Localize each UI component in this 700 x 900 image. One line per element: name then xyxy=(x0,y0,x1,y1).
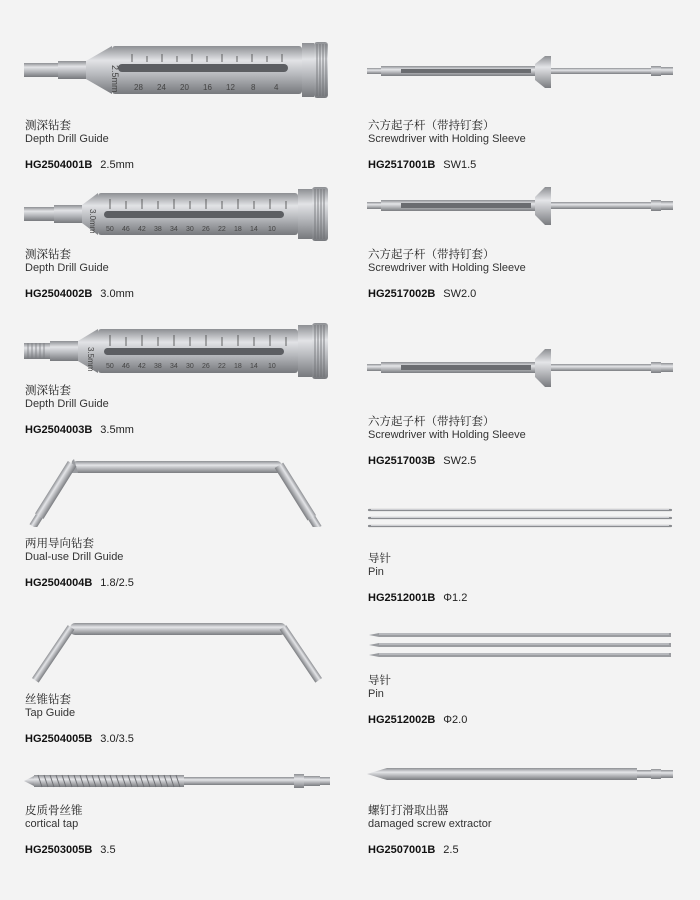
product-name-cn: 导针 xyxy=(368,673,391,687)
depth-drill-guide-image xyxy=(22,40,332,102)
product-card xyxy=(350,625,680,735)
product-name-en: Dual-use Drill Guide xyxy=(25,551,124,563)
product-code: HG2512002B xyxy=(368,714,436,726)
product-code: HG2517001B xyxy=(368,159,436,171)
engraving-text: 3.5mm xyxy=(86,347,95,372)
svg-text:22: 22 xyxy=(218,226,226,233)
product-spec: Φ1.2 xyxy=(443,592,468,604)
product-spec: 2.5mm xyxy=(100,159,134,171)
product-card xyxy=(350,765,680,900)
product-name-en: Screwdriver with Holding Sleeve xyxy=(368,429,526,441)
product-name-cn: 测深钻套 xyxy=(25,383,71,397)
product-code: HG2507001B xyxy=(368,844,436,856)
product-card xyxy=(350,0,680,170)
product-card xyxy=(350,175,680,305)
product-name-en: Screwdriver with Holding Sleeve xyxy=(368,262,526,274)
product-card xyxy=(350,313,680,473)
product-name-cn: 测深钻套 xyxy=(25,118,71,132)
product-name-en: Depth Drill Guide xyxy=(25,133,109,145)
product-name-en: Pin xyxy=(368,688,384,700)
product-card xyxy=(350,500,680,610)
svg-text:24: 24 xyxy=(157,83,166,92)
svg-text:26: 26 xyxy=(202,226,210,233)
product-spec: Φ2.0 xyxy=(443,714,468,726)
product-spec: 3.0/3.5 xyxy=(100,733,134,745)
product-name-cn: 丝锥钻套 xyxy=(25,692,71,706)
svg-text:26: 26 xyxy=(202,363,210,370)
product-name-en: Pin xyxy=(368,566,384,578)
product-card xyxy=(0,617,330,757)
product-spec: 3.0mm xyxy=(100,288,134,300)
screwdriver-sleeve-image xyxy=(365,183,675,231)
cortical-tap-image xyxy=(22,770,334,792)
product-name-cn: 测深钻套 xyxy=(25,247,71,261)
pins-image xyxy=(365,627,675,663)
product-name-cn: 两用导向钻套 xyxy=(25,536,94,550)
product-spec: SW1.5 xyxy=(443,159,477,171)
product-spec: 2.5 xyxy=(443,844,459,856)
product-code: HG2504001B xyxy=(25,159,93,171)
svg-text:14: 14 xyxy=(250,363,258,370)
product-name-en: Depth Drill Guide xyxy=(25,262,109,274)
svg-text:28: 28 xyxy=(134,83,143,92)
product-card xyxy=(0,0,330,170)
product-name-cn: 六方起子杆（带持钉套） xyxy=(368,247,495,261)
product-code: HG2512001B xyxy=(368,592,436,604)
dual-use-drill-guide-image xyxy=(22,455,334,527)
svg-text:34: 34 xyxy=(170,226,178,233)
product-name-cn: 导针 xyxy=(368,551,391,565)
product-code: HG2504003B xyxy=(25,424,93,436)
depth-drill-guide-image xyxy=(22,185,332,245)
svg-text:20: 20 xyxy=(180,83,189,92)
product-name-cn: 六方起子杆（带持钉套） xyxy=(368,414,495,428)
svg-text:42: 42 xyxy=(138,363,146,370)
product-name-cn: 螺钉打滑取出器 xyxy=(368,803,449,817)
engraving-text: 3.0mm xyxy=(88,209,97,234)
product-code: HG2517003B xyxy=(368,455,436,467)
svg-text:38: 38 xyxy=(154,226,162,233)
product-card xyxy=(0,765,330,900)
svg-text:50: 50 xyxy=(106,363,114,370)
svg-text:8: 8 xyxy=(251,83,256,92)
svg-text:30: 30 xyxy=(186,363,194,370)
svg-text:10: 10 xyxy=(268,363,276,370)
product-card xyxy=(0,175,330,305)
product-spec: 1.8/2.5 xyxy=(100,577,134,589)
svg-text:30: 30 xyxy=(186,226,194,233)
svg-text:16: 16 xyxy=(203,83,212,92)
svg-text:14: 14 xyxy=(250,226,258,233)
pins-image xyxy=(365,504,675,534)
product-card xyxy=(0,313,330,443)
engraving-text: 2.5mm xyxy=(110,65,120,93)
svg-text:22: 22 xyxy=(218,363,226,370)
product-code: HG2517002B xyxy=(368,288,436,300)
depth-drill-guide-image xyxy=(22,321,332,381)
product-name-en: Depth Drill Guide xyxy=(25,398,109,410)
product-name-cn: 皮质骨丝锥 xyxy=(25,803,83,817)
svg-text:38: 38 xyxy=(154,363,162,370)
product-code: HG2503005B xyxy=(25,844,93,856)
product-spec: 3.5 xyxy=(100,844,116,856)
product-name-en: damaged screw extractor xyxy=(368,818,492,830)
product-name-en: cortical tap xyxy=(25,818,79,830)
product-spec: 3.5mm xyxy=(100,424,134,436)
screwdriver-sleeve-image xyxy=(365,345,675,393)
product-spec: SW2.0 xyxy=(443,288,477,300)
svg-text:18: 18 xyxy=(234,226,242,233)
product-name-en: Screwdriver with Holding Sleeve xyxy=(368,133,526,145)
svg-text:18: 18 xyxy=(234,363,242,370)
product-spec: SW2.5 xyxy=(443,455,477,467)
product-name-cn: 六方起子杆（带持钉套） xyxy=(368,118,495,132)
product-card xyxy=(0,455,330,595)
svg-text:42: 42 xyxy=(138,226,146,233)
svg-text:4: 4 xyxy=(274,83,279,92)
tap-guide-image xyxy=(22,617,334,683)
svg-text:50: 50 xyxy=(106,226,114,233)
svg-text:34: 34 xyxy=(170,363,178,370)
svg-text:10: 10 xyxy=(268,226,276,233)
svg-text:46: 46 xyxy=(122,226,130,233)
screwdriver-sleeve-image xyxy=(365,50,675,96)
screw-extractor-image xyxy=(365,765,675,785)
product-code: HG2504004B xyxy=(25,577,93,589)
product-code: HG2504002B xyxy=(25,288,93,300)
svg-text:46: 46 xyxy=(122,363,130,370)
svg-text:12: 12 xyxy=(226,83,235,92)
product-code: HG2504005B xyxy=(25,733,93,745)
product-name-en: Tap Guide xyxy=(25,707,76,719)
